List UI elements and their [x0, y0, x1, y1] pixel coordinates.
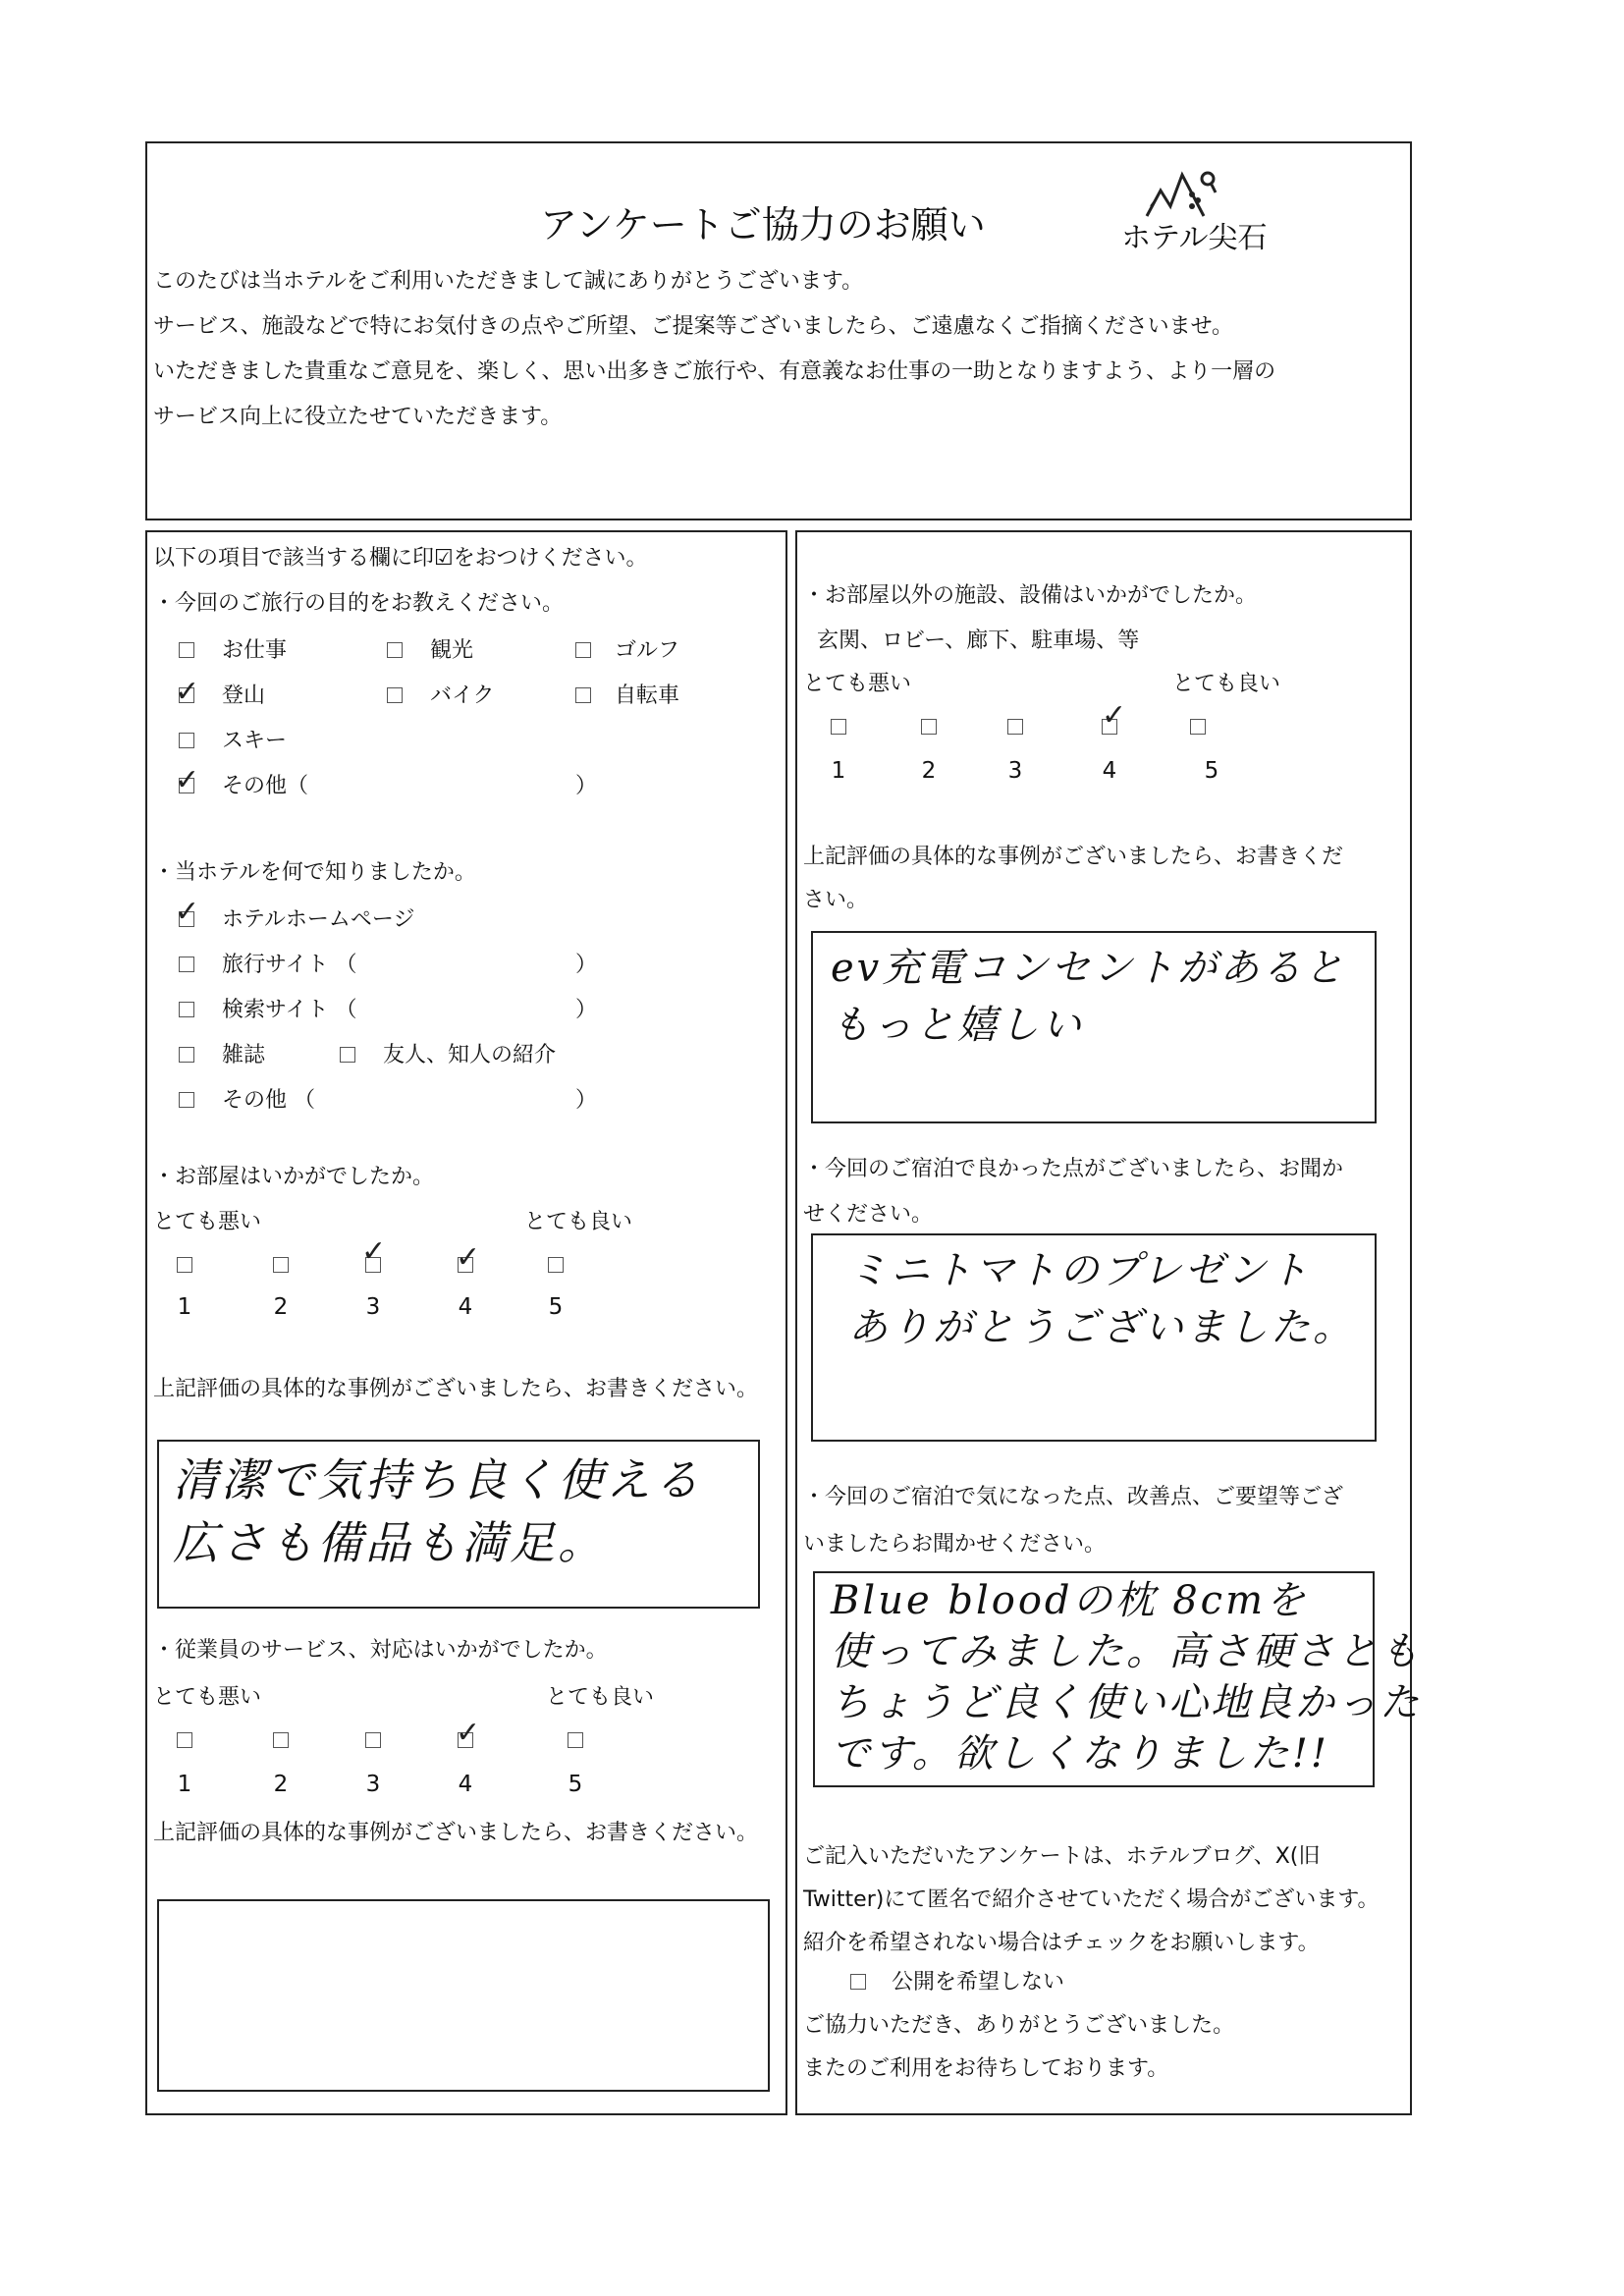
staff-scale-2: 2: [273, 1772, 289, 1797]
facilities-rating-5[interactable]: [1190, 719, 1206, 735]
room-scale-2: 2: [273, 1294, 289, 1320]
improvements-prompt-1: ・今回のご宿泊で気になった点、改善点、ご要望等ござ: [803, 1485, 1344, 1509]
staff-low-label: とても悪い: [153, 1685, 262, 1710]
facilities-scale-3: 3: [1007, 758, 1023, 784]
room-comment-line-2: 広さも備品も満足。: [173, 1516, 606, 1569]
staff-question: ・従業員のサービス、対応はいかがでしたか。: [153, 1638, 608, 1663]
label-golf: ゴルフ: [615, 638, 680, 663]
travel-site-close: ）: [575, 953, 598, 977]
check-mark-icon: ✓: [456, 1240, 481, 1275]
staff-scale-3: 3: [365, 1772, 381, 1797]
facilities-scale-2: 2: [921, 758, 937, 784]
checkbox-golf[interactable]: [575, 642, 591, 658]
improvements-line-3: ちょうど良く使い心地良かった: [831, 1680, 1422, 1725]
footer-notice-3: 紹介を希望されない場合はチェックをお願いします。: [803, 1931, 1320, 1955]
improvements-prompt-2: いましたらお聞かせください。: [803, 1532, 1107, 1557]
room-rating-1[interactable]: [177, 1257, 192, 1273]
facilities-rating-3[interactable]: [1007, 719, 1023, 735]
improvements-line-4: です。欲しくなりました!!: [831, 1731, 1329, 1777]
staff-comment-prompt: 上記評価の具体的な事例がございましたら、お書きください。: [153, 1821, 759, 1845]
room-comment-line-1: 清潔で気持ち良く使える: [173, 1453, 702, 1506]
room-scale-4: 4: [458, 1294, 473, 1320]
staff-scale-1: 1: [177, 1772, 192, 1797]
source-question: ・当ホテルを何で知りましたか。: [153, 860, 476, 885]
intro-line-4: サービス向上に役立たせていただきます。: [153, 405, 563, 429]
other-purpose-close: ）: [575, 774, 598, 798]
staff-comment-box[interactable]: [157, 1899, 770, 2092]
checkbox-sightseeing[interactable]: [387, 642, 403, 658]
label-work: お仕事: [222, 638, 288, 663]
room-high-label: とても良い: [524, 1210, 633, 1234]
checkbox-friend[interactable]: [340, 1047, 355, 1063]
label-magazine: 雑誌: [222, 1043, 266, 1067]
intro-line-1: このたびは当ホテルをご利用いただきまして誠にありがとうございます。: [153, 269, 864, 294]
label-friend: 友人、知人の紹介: [383, 1043, 557, 1067]
check-mark-icon: ✓: [456, 1716, 481, 1750]
checkbox-bicycle[interactable]: [575, 687, 591, 703]
check-mark-icon: ✓: [361, 1234, 387, 1269]
left-panel: [145, 530, 787, 2115]
instruction: 以下の項目で該当する欄に印☑をおつけください。: [153, 546, 648, 571]
good-points-prompt-1: ・今回のご宿泊で良かった点がございましたら、お聞か: [803, 1157, 1344, 1181]
room-scale-3: 3: [365, 1294, 381, 1320]
facilities-rating-1[interactable]: [831, 719, 846, 735]
staff-rating-1[interactable]: [177, 1732, 192, 1748]
label-mountaineering: 登山: [222, 683, 266, 708]
footer-closing: またのご利用をお待ちしております。: [803, 2056, 1169, 2081]
staff-rating-5[interactable]: [568, 1732, 583, 1748]
checkbox-travel-site[interactable]: [179, 957, 194, 972]
label-travel-site: 旅行サイト （: [222, 953, 357, 977]
checkbox-magazine[interactable]: [179, 1047, 194, 1063]
label-sightseeing: 観光: [430, 638, 474, 663]
room-comment-prompt: 上記評価の具体的な事例がございましたら、お書きください。: [153, 1377, 759, 1401]
label-bicycle: 自転車: [615, 683, 680, 708]
staff-scale-5: 5: [568, 1772, 583, 1797]
facilities-rating-2[interactable]: [921, 719, 937, 735]
checkbox-search-site[interactable]: [179, 1002, 194, 1017]
footer-thanks: ご協力いただき、ありがとうございました。: [803, 2013, 1235, 2038]
facilities-scale-4: 4: [1102, 758, 1117, 784]
purpose-question: ・今回のご旅行の目的をお教えください。: [153, 591, 565, 616]
check-mark-icon: ✓: [175, 763, 200, 797]
other-source-close: ）: [575, 1088, 598, 1113]
footer-notice-1: ご記入いただいたアンケートは、ホテルブログ、X(旧: [803, 1844, 1321, 1869]
facilities-comment-prompt-1: 上記評価の具体的な事例がございましたら、お書きくだ: [803, 845, 1344, 869]
room-low-label: とても悪い: [153, 1210, 262, 1234]
facilities-low-label: とても悪い: [803, 672, 912, 696]
footer-notice-2: Twitter)にて匿名で紹介させていただく場合がございます。: [803, 1887, 1380, 1912]
checkbox-no-publish[interactable]: [850, 1974, 866, 1990]
search-site-close: ）: [575, 998, 598, 1022]
improvements-line-1: Blue bloodの枕 8cmを: [831, 1578, 1308, 1623]
label-homepage: ホテルホームページ: [222, 907, 415, 932]
checkbox-ski[interactable]: [179, 733, 194, 748]
room-scale-5: 5: [548, 1294, 564, 1320]
staff-scale-4: 4: [458, 1772, 473, 1797]
facilities-scale-1: 1: [831, 758, 846, 784]
hotel-name: ホテル尖石: [1121, 221, 1268, 255]
staff-rating-3[interactable]: [365, 1732, 381, 1748]
check-mark-icon: ✓: [1102, 698, 1127, 733]
facilities-comment-prompt-2: さい。: [803, 888, 869, 912]
intro-line-3: いただきました貴重なご意見を、楽しく、思い出多きご旅行や、有意義なお仕事の一助となりますよう、より一層の: [153, 359, 1276, 384]
label-search-site: 検索サイト （: [222, 998, 357, 1022]
facilities-comment-line-2: もっと嬉しい: [831, 1003, 1084, 1048]
label-no-publish: 公開を希望しない: [892, 1970, 1065, 1995]
label-other-purpose: その他（: [222, 774, 309, 798]
checkbox-work[interactable]: [179, 642, 194, 658]
improvements-line-2: 使ってみました。高さ硬さとも: [831, 1629, 1422, 1674]
facilities-scale-5: 5: [1204, 758, 1219, 784]
facilities-high-label: とても良い: [1172, 672, 1281, 696]
good-points-line-2: ありがとうございました。: [848, 1305, 1355, 1350]
checkbox-motorbike[interactable]: [387, 687, 403, 703]
label-motorbike: バイク: [430, 683, 495, 708]
check-mark-icon: ✓: [175, 675, 200, 709]
label-ski: スキー: [222, 729, 288, 753]
room-rating-5[interactable]: [548, 1257, 564, 1273]
good-points-prompt-2: せください。: [803, 1202, 934, 1227]
staff-rating-2[interactable]: [273, 1732, 289, 1748]
staff-high-label: とても良い: [546, 1685, 655, 1710]
checkbox-other-source[interactable]: [179, 1092, 194, 1108]
room-scale-1: 1: [177, 1294, 192, 1320]
check-mark-icon: ✓: [175, 895, 200, 929]
facilities-comment-line-1: ev充電コンセントがあると: [831, 946, 1347, 991]
room-question: ・お部屋はいかがでしたか。: [153, 1165, 435, 1189]
label-other-source: その他 （: [222, 1088, 315, 1113]
facilities-examples: 玄関、ロビー、廊下、駐車場、等: [817, 629, 1140, 653]
facilities-question: ・お部屋以外の施設、設備はいかがでしたか。: [803, 583, 1258, 608]
good-points-line-1: ミニトマトのプレゼント: [848, 1248, 1312, 1293]
room-rating-2[interactable]: [273, 1257, 289, 1273]
page-title: アンケートご協力のお願い: [540, 203, 986, 246]
intro-line-2: サービス、施設などで特にお気付きの点やご所望、ご提案等ございましたら、ご遠慮なくご指摘くださいませ。: [153, 314, 1234, 339]
